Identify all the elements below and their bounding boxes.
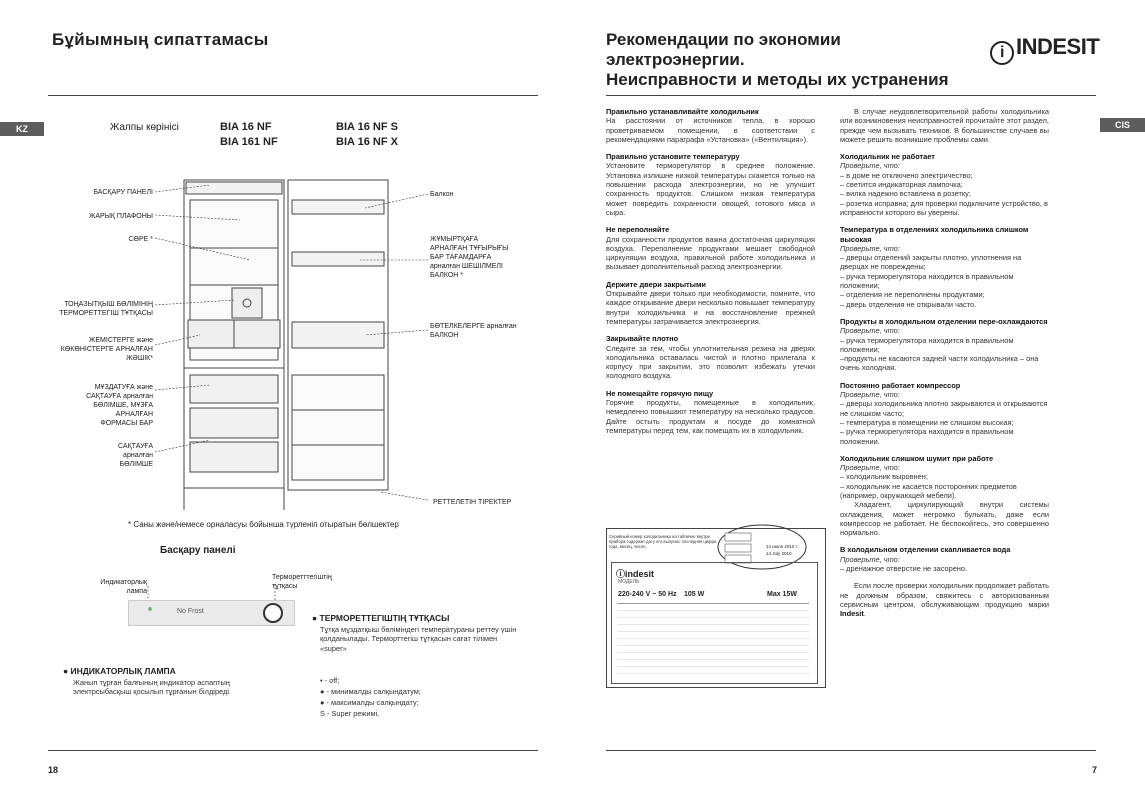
- callout-light: ЖАРЫҚ ПЛАФОНЫ: [88, 213, 153, 220]
- recommendation-block: [606, 334, 815, 380]
- callout-control-panel: БАСҚАРУ ПАНЕЛІ: [93, 189, 153, 196]
- trouble-heading: Холодильник не работает: [840, 152, 935, 162]
- thermostat-heading-text: ТЕРМОРЕТТЕГІШТІҢ ТҰТҚАСЫ: [319, 613, 450, 623]
- cis-language-tab[interactable]: CIS: [1100, 118, 1145, 132]
- panel-text: No Frost: [177, 608, 204, 615]
- closing-text: Если после проверки холодильник продолжает работать не должным образом, свяжитесь с авторизованным сервисным центром, обслуживающим продукцию марки Indesit.: [840, 581, 1049, 619]
- trouble-check: Проверьте, что:: [840, 161, 900, 171]
- trouble-item: – температура в помещении не слишком высокая;: [840, 417, 1014, 427]
- trouble-item: Хладагент, циркулирующий внутри системы охлаждения, может негромко булькать, даже если компрессор не работает. Не беспокойтесь, это совершенно нормально.: [840, 500, 1049, 538]
- model-name: BIA 16 NF: [220, 121, 272, 133]
- trouble-block: [840, 381, 1049, 446]
- rating-plate-power: 105 W: [684, 591, 705, 598]
- rating-plate: [611, 562, 818, 684]
- model-name: BIA 161 NF: [220, 136, 278, 148]
- recommendation-heading: Не переполняйте: [606, 225, 670, 235]
- rating-label-image: [606, 528, 826, 688]
- callout-adjustable-feet: РЕТТЕЛЕТІН ТІРЕКТЕР: [433, 499, 512, 506]
- callout-crisper: ЖЕМІСТЕРГЕ және КӨКӨНІСТЕРГЕ АРНАЛҒАН ЖӘШІК*: [60, 337, 153, 362]
- rating-plate-brand-icon: ⓘ: [616, 569, 626, 579]
- rating-plate-brand-text: indesit: [625, 569, 655, 579]
- trouble-item: – в доме не отключено электричество;: [840, 170, 973, 180]
- left-page-number: 18: [48, 765, 59, 775]
- troubleshooting-intro: В случае неудовлетворительной работы холодильника или возникновения неисправностей прочитайте этот раздел, прежде чем вызывать техников. В большинстве случаев вы можете решить возникшие проблемы сами.: [840, 107, 1049, 144]
- troubleshooting-column: [840, 107, 1049, 619]
- thermostat-knob-label: Терморетттегіштің тұтқасы: [272, 574, 332, 590]
- mode-min: ● - минималды салқындатум;: [320, 687, 421, 696]
- indesit-logo: [990, 34, 1099, 65]
- recommendation-block: [606, 389, 815, 435]
- thermostat-text: Тұтқа мұздатқыш бөліміндегі температураны реттеу үшін қолданылады. Терморттегіш тұтқасын сағат тілімен «super»: [320, 625, 517, 653]
- rating-label-date: 14 июля 2010 г.: [766, 544, 798, 549]
- panel-leader-lines: [140, 584, 280, 604]
- trouble-item: – холодильник не касается посторонних предметов (например, окружающей мебели).: [840, 481, 1017, 500]
- recommendation-heading: Правильно устанавливайте холодильник: [606, 107, 759, 116]
- trouble-check: Проверьте, что:: [840, 390, 900, 400]
- trouble-item: – ручка терморегулятора находится в правильном положении.: [840, 427, 1014, 446]
- rating-plate-model: МОДЕЛЬ: [618, 579, 640, 585]
- trouble-block: [840, 152, 1049, 217]
- general-view-label: Жалпы көрінісі: [110, 122, 179, 133]
- trouble-item: – светится индикаторная лампочка;: [840, 180, 963, 190]
- recommendation-text: Открывайте двери только при необходимости, помните, что каждое открывание двери несколько повышает температуру внутри холодильника и на восстановление прежней температуры затрачивается электроэнергия.: [606, 289, 815, 326]
- fridge-diagram: [150, 170, 450, 510]
- right-page-title: [606, 30, 949, 90]
- recommendation-text: Для сохранности продуктов важна достаточная циркуляция воздуха. Переполнение продуктами мешает свободной циркуляции воздуха, правильной работе холодильника и вызывает дополнительный расход электроэнергии.: [606, 234, 815, 272]
- recommendation-text: Следите за тем, чтобы уплотнительная резина на дверях холодильника оставалась чистой и плотно прилегала к корпусу при закрытии, это позволит избежать утечки холодного воздуха.: [606, 343, 815, 381]
- rating-plate-lamp: Max 15W: [767, 591, 797, 598]
- recommendation-block: [606, 107, 815, 144]
- recommendation-text: Установите терморегулятор в среднее положение. Установка излишне низкой температуры скажется только на повышении расхода электроэнергии, но не улучшит сохранность продуктов. Слишком низкая температура может повредить сохранности овощей, готового мяса и сыра.: [606, 161, 815, 217]
- model-name: BIA 16 NF S: [336, 121, 398, 133]
- rating-plate-voltage: 220-240 V ~ 50 Hz: [618, 591, 677, 598]
- panel-heading: Басқару панелі: [160, 545, 236, 556]
- rating-plate-spec-rows: [617, 603, 809, 674]
- trouble-heading: Температура в отделениях холодильника слишком высокая: [840, 225, 1029, 244]
- trouble-block: [840, 545, 1049, 573]
- trouble-item: – вилка надежно вставлена в розетку;: [840, 189, 971, 199]
- trouble-item: –продукты не касаются задней части холодильника – она очень холодная.: [840, 354, 1039, 373]
- recommendation-block: [606, 225, 815, 271]
- left-page-title: Бұйымның сипаттамасы: [52, 30, 269, 49]
- recommendation-heading: Держите двери закрытыми: [606, 279, 706, 289]
- trouble-item: – дверцы холодильника плотно закрываются и открываются не слишком часто;: [840, 399, 1048, 418]
- right-footer-rule: [606, 750, 1096, 751]
- callout-freezer-compartment: МҰЗДАТУҒА және САҚТАУҒА арналған БӨЛІМШЕ, МҰЗҒА АРНАЛҒАН ФОРМАСЫ БАР: [86, 384, 153, 427]
- trouble-item: – отделения не переполнены продуктами;: [840, 290, 985, 300]
- left-footer-rule: [48, 750, 538, 751]
- callout-thermostat: ТОҢАЗЫТҚЫШ БӨЛІМІНІҢ ТЕРМОРЕТТЕГІШ ТҰТҚАСЫ: [59, 301, 153, 317]
- logo-text: INDESIT: [1016, 34, 1100, 59]
- indicator-lamp: [148, 607, 152, 611]
- trouble-item: – холодильник выровнен;: [840, 472, 928, 482]
- callout-shelf: СӨРЕ *: [128, 236, 153, 243]
- trouble-block: [840, 225, 1049, 309]
- right-page-number: 7: [1092, 765, 1098, 775]
- callout-egg-balcony: ЖҰМЫРТҚАҒА АРНАЛҒАН ТҰҒЫРЫҒЫ БАР ТАҒАМДАРҒА арналған ШЕШІЛМЕЛІ БАЛКОН *: [430, 236, 509, 279]
- trouble-check: Проверьте, что:: [840, 243, 900, 253]
- logo-ring-icon: i: [990, 41, 1014, 65]
- title-line: Неисправности и методы их устранения: [606, 70, 949, 89]
- rating-label-note: Серийный номер холодильника на табличке внутри прибора содержит дату его выпуска: последняя цифра года, месяц, число.: [609, 534, 717, 549]
- recommendation-text: Горячие продукты, помещенные в холодильник, немедленно повышают температуру на несколько градусов. Дайте остыть продуктам и посуде до комнатной температуры перед тем, как помещать их в холодильник.: [606, 398, 815, 435]
- recommendation-block: [606, 280, 815, 326]
- mode-off: • - off;: [320, 676, 340, 685]
- model-name: BIA 16 NF X: [336, 136, 398, 148]
- mode-max: ● - максималды салқындату;: [320, 698, 419, 707]
- left-header-rule: [48, 95, 538, 96]
- recommendation-text: На расстоянии от источников тепла, в хорошо проветриваемом помещении, в соответствии с рекомендациями параграфа «Установка» («Вентиляция»).: [606, 116, 815, 144]
- trouble-item: – розетка исправна; для проверки подключите устройство, в исправности которого вы уверены.: [840, 198, 1048, 217]
- trouble-item: – дренажное отверстие не засорено.: [840, 564, 968, 574]
- recommendation-heading: Закрывайте плотно: [606, 334, 679, 344]
- trouble-heading: Продукты в холодильном отделении пере-охлаждаются: [840, 316, 1048, 326]
- trouble-item: – дверцы отделений закрыты плотно, уплотнения на дверцах не повреждены;: [840, 253, 1022, 272]
- trouble-check: Проверьте, что:: [840, 326, 900, 336]
- rating-label-date: 14 July 2010: [766, 551, 792, 556]
- indicator-heading: ● ИНДИКАТОРЛЫҚ ЛАМПА: [63, 666, 176, 676]
- trouble-item: – дверь отделения не открывали часто.: [840, 299, 977, 309]
- trouble-heading: Постоянно работает компрессор: [840, 380, 961, 390]
- kz-language-tab[interactable]: KZ: [0, 122, 44, 136]
- indicator-text: Жанып тұрған балғының индикатор аспаптың электрсыбасқыш қосылып тұрғанын білдіреді.: [73, 678, 232, 697]
- title-line: Рекомендации по экономии: [606, 30, 841, 49]
- trouble-block: [840, 317, 1049, 373]
- mode-super: S - Super режимі.: [320, 709, 380, 718]
- right-header-rule: [606, 95, 1096, 96]
- recommendation-heading: Не помещайте горячую пищу: [606, 388, 714, 398]
- callout-bottle-balcony: БӨТЕЛКЕЛЕРГЕ арналған БАЛКОН: [430, 323, 517, 339]
- recommendation-heading: Правильно установите температуру: [606, 152, 740, 162]
- recommendations-column: [606, 107, 815, 435]
- title-line: электроэнергии.: [606, 50, 745, 69]
- callout-storage-compartment: САҚТАУҒА арналған БӨЛІМШЕ: [118, 443, 153, 468]
- trouble-item: – ручка терморегулятора находится в правильном положении;: [840, 335, 1014, 354]
- thermostat-knob[interactable]: [263, 603, 283, 623]
- trouble-check: Проверьте, что:: [840, 463, 900, 473]
- trouble-block: [840, 454, 1049, 538]
- trouble-item: – ручка терморегулятора находится в правильном положении;: [840, 271, 1014, 291]
- footnote: * Саны және/немесе орналасуы бойынша түрленіп отыратын бөлшектер: [128, 520, 399, 529]
- thermostat-heading: ● ТЕРМОРЕТТЕГІШТІҢ ТҰТҚАСЫ: [312, 613, 450, 623]
- trouble-check: Проверьте, что:: [840, 554, 900, 564]
- indicator-heading-text: ИНДИКАТОРЛЫҚ ЛАМПА: [70, 666, 176, 676]
- indicator-lamp-label: Индикаторлық лампа: [100, 579, 147, 595]
- trouble-heading: В холодильном отделении скапливается вода: [840, 545, 1011, 555]
- callout-balcony: Балкон: [430, 191, 454, 198]
- closing-text-body: Если после проверки холодильник продолжает работать не должным образом, свяжитесь с авторизованным сервисным центром, обслуживающим продукцию марки: [840, 581, 1049, 609]
- trouble-heading: Холодильник слишком шумит при работе: [840, 453, 994, 463]
- recommendation-block: [606, 152, 815, 217]
- closing-brand: Indesit: [840, 609, 864, 619]
